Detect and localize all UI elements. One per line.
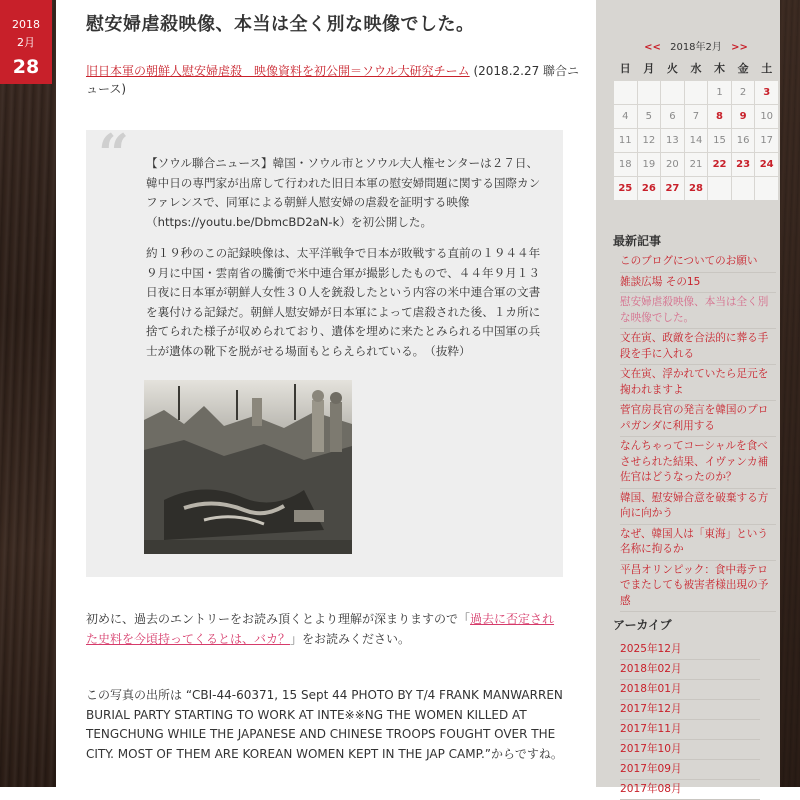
calendar-day: 13 bbox=[661, 129, 685, 153]
calendar-day[interactable]: 8 bbox=[708, 105, 732, 129]
calendar-day[interactable]: 25 bbox=[614, 177, 638, 201]
intro-suffix: 」をお読みください。 bbox=[290, 631, 411, 646]
calendar-empty-cell bbox=[755, 177, 779, 201]
archive-heading: アーカイブ bbox=[613, 618, 672, 632]
calendar-day: 10 bbox=[755, 105, 779, 129]
left-wood-strip bbox=[0, 0, 56, 787]
recent-post-item[interactable]: なんちゃってコーシャルを食べさせられた結果、イヴァンカ補佐官はどうなったのか？ bbox=[620, 437, 776, 489]
calendar-day[interactable]: 9 bbox=[731, 105, 755, 129]
calendar-weekday-row bbox=[614, 56, 779, 81]
source-article-link[interactable]: 旧日本軍の朝鮮人慰安婦虐殺 映像資料を初公開＝ソウル大研究チーム bbox=[86, 64, 470, 78]
calendar-week-row bbox=[614, 129, 779, 153]
intro-prefix: 初めに、過去のエントリーをお読み頂くとより理解が深まりますので「 bbox=[86, 612, 471, 626]
date-day: 28 bbox=[12, 56, 40, 78]
calendar-day: 5 bbox=[637, 105, 661, 129]
calendar-day: 4 bbox=[614, 105, 638, 129]
calendar-table bbox=[613, 56, 779, 201]
calendar-day: 21 bbox=[684, 153, 708, 177]
source-suffix: (2018.2.27 聯合ニュース) bbox=[86, 64, 580, 96]
calendar-day: 15 bbox=[708, 129, 732, 153]
recent-post-item[interactable]: 平昌オリンピック：食中毒テロでまたしても被害者様出現の予感 bbox=[620, 561, 776, 613]
weekday-wed: 水 bbox=[690, 62, 702, 75]
right-wood-strip bbox=[780, 0, 800, 787]
calendar-widget bbox=[613, 38, 779, 201]
calendar-day: 16 bbox=[731, 129, 755, 153]
calendar-empty-cell bbox=[684, 81, 708, 105]
calendar-day: 18 bbox=[614, 153, 638, 177]
calendar-day[interactable]: 28 bbox=[684, 177, 708, 201]
weekday-thu: 木 bbox=[714, 62, 726, 75]
source-line bbox=[86, 62, 586, 98]
calendar-empty-cell bbox=[708, 177, 732, 201]
date-badge bbox=[0, 0, 52, 84]
recent-post-item[interactable]: 韓国、慰安婦合意を破棄する方向に向かう bbox=[620, 489, 776, 525]
date-month: 2月 bbox=[17, 36, 35, 49]
quote-paragraph-2: 約１９秒のこの記録映像は、太平洋戦争で日本が敗戦する直前の１９４４年９月に中国・雲南省の騰衝で米中連合軍が撮影したもので、４４年９月１３日夜に日本軍が朝鮮人女性３０人を銃殺したという内容の米中連合軍の文書を裏付ける記録だ。朝鮮人慰安婦が日本軍によって虐殺された後、１カ所に捨てられた様子が収められており、遺体を埋めに来たとみられる中国軍の兵士が遺体の靴下を脱がせる場面もとらえられている。 （抜粋） bbox=[146, 246, 541, 358]
archive-item[interactable]: 2017年09月 bbox=[620, 760, 760, 780]
calendar-body bbox=[614, 81, 779, 201]
calendar-next-button[interactable]: >> bbox=[731, 42, 748, 53]
calendar-day: 6 bbox=[661, 105, 685, 129]
weekday-tue: 火 bbox=[666, 62, 678, 75]
quote-paragraph-1: 【ソウル聯合ニュース】韓国・ソウル市とソウル大人権センターは２７日、韓中日の専門家が出席して行われた旧日本軍の慰安婦問題に関する国際カンファレンスで、同軍による朝鮮人慰安婦の虐殺を証明する映像（https://youtu.be/DbmcBD2aN-k）を初公開した。 bbox=[146, 156, 541, 229]
calendar-day[interactable]: 24 bbox=[755, 153, 779, 177]
calendar-empty-cell bbox=[614, 81, 638, 105]
sidebar bbox=[596, 0, 780, 795]
calendar-day: 1 bbox=[708, 81, 732, 105]
recent-posts-heading: 最新記事 bbox=[613, 234, 662, 248]
recent-post-item[interactable]: 文在寅、浮かれていたら足元を掬われますよ bbox=[620, 365, 776, 401]
calendar-empty-cell bbox=[637, 81, 661, 105]
calendar-week-row bbox=[614, 153, 779, 177]
weekday-mon: 月 bbox=[643, 62, 655, 75]
weekday-sat: 土 bbox=[761, 62, 773, 75]
calendar-empty-cell bbox=[731, 177, 755, 201]
archive-item[interactable]: 2017年12月 bbox=[620, 700, 760, 720]
calendar-day[interactable]: 26 bbox=[637, 177, 661, 201]
recent-post-item[interactable]: 慰安婦虐殺映像、本当は全く別な映像でした。 bbox=[620, 293, 776, 329]
recent-posts-list bbox=[620, 252, 776, 612]
archive-item[interactable]: 2017年11月 bbox=[620, 720, 760, 740]
calendar-week-row bbox=[614, 81, 779, 105]
calendar-day: 7 bbox=[684, 105, 708, 129]
calendar-day: 2 bbox=[731, 81, 755, 105]
calendar-week-row bbox=[614, 105, 779, 129]
calendar-day: 20 bbox=[661, 153, 685, 177]
blockquote bbox=[86, 122, 563, 577]
post-title: 慰安婦虐殺映像、本当は全く別な映像でした。 bbox=[86, 14, 475, 35]
intro-paragraph bbox=[86, 610, 566, 649]
recent-post-item[interactable]: なぜ、韓国人は「東海」という名称に拘るか bbox=[620, 525, 776, 561]
calendar-week-row bbox=[614, 177, 779, 201]
archive-list bbox=[620, 640, 760, 800]
calendar-day[interactable]: 3 bbox=[755, 81, 779, 105]
recent-post-item[interactable]: 菅官房長官の発言を韓国のプロパガンダに利用する bbox=[620, 401, 776, 437]
calendar-header bbox=[613, 38, 779, 54]
calendar-day: 17 bbox=[755, 129, 779, 153]
date-year: 2018 bbox=[12, 18, 40, 31]
historical-photo[interactable] bbox=[144, 380, 352, 554]
main-column bbox=[56, 0, 596, 787]
quote-mark-icon: “ bbox=[98, 122, 130, 186]
calendar-day[interactable]: 27 bbox=[661, 177, 685, 201]
calendar-empty-cell bbox=[661, 81, 685, 105]
past-entry-link[interactable]: 過去に否定された史料を今頃持ってくるとは、バカ？ bbox=[86, 612, 555, 646]
recent-post-item[interactable]: 雑談広場 その15 bbox=[620, 273, 776, 294]
weekday-fri: 金 bbox=[737, 62, 749, 75]
weekday-sun: 日 bbox=[619, 62, 631, 75]
archive-item[interactable]: 2018年02月 bbox=[620, 660, 760, 680]
recent-post-item[interactable]: このブログについてのお願い bbox=[620, 252, 776, 273]
archive-item[interactable]: 2025年12月 bbox=[620, 640, 760, 660]
recent-post-item[interactable]: 文在寅、政敵を合法的に葬る手段を手に入れる bbox=[620, 329, 776, 365]
calendar-day: 14 bbox=[684, 129, 708, 153]
calendar-day[interactable]: 23 bbox=[731, 153, 755, 177]
archive-item[interactable]: 2018年01月 bbox=[620, 680, 760, 700]
calendar-day: 12 bbox=[637, 129, 661, 153]
calendar-day: 19 bbox=[637, 153, 661, 177]
calendar-prev-button[interactable]: << bbox=[644, 42, 661, 53]
calendar-day: 11 bbox=[614, 129, 638, 153]
calendar-day[interactable]: 22 bbox=[708, 153, 732, 177]
calendar-title: 2018年2月 bbox=[670, 42, 722, 53]
photo-source-paragraph: この写真の出所は “CBI-44-60371, 15 Sept 44 PHOTO BY T/4 FRANK MANWARREN BURIAL PARTY STARTING TO WORK AT INTE※※NG THE WOMEN KILLED AT TENGCHUNG WHILE THE JAPANESE AND CHINESE TROOPS FOUGHT OVER THE CITY. MOST OF THEM ARE KOREAN WOMEN KEPT IN THE JAP CAMP.”からですね。 bbox=[86, 688, 563, 761]
archive-item[interactable]: 2017年08月 bbox=[620, 780, 760, 800]
archive-item[interactable]: 2017年10月 bbox=[620, 740, 760, 760]
